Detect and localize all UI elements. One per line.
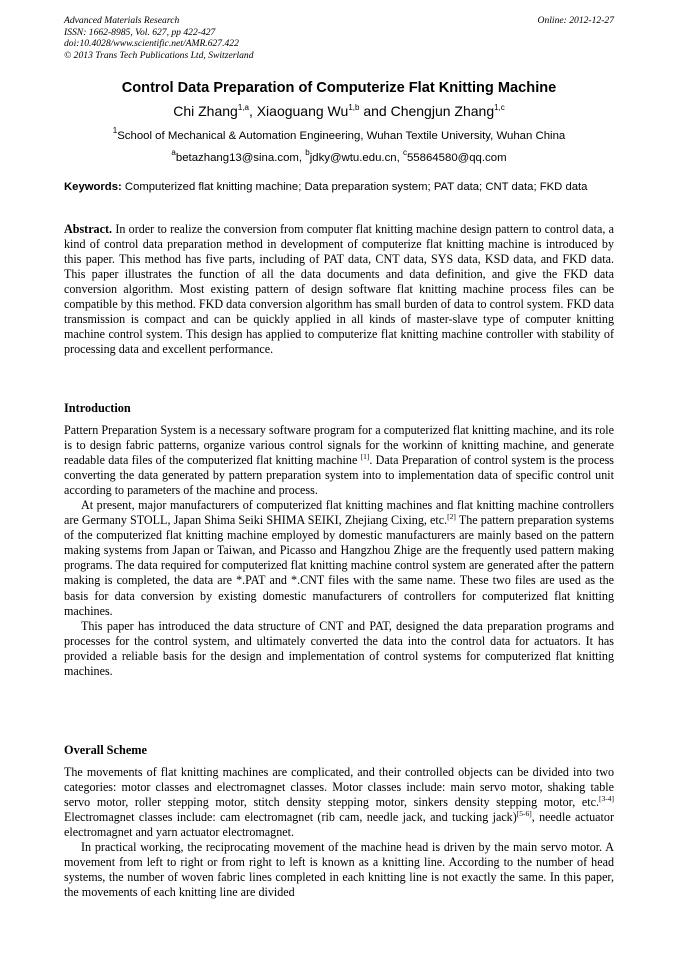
abstract-text: In order to realize the conversion from computer flat knitting machine design pattern to control data, a kind of control data preparation method in development of computerize flat knitting machine is introduced by this paper. This method has five parts, including of PAT data, CNT data, SYS data, KSD data, and FKD data. This paper illustrates the function of all the data documents and data definition, and give the FKD data conversion algorithm. Most existing pattern of design software flat knitting machine process files can be compatible by this method. FKD data conversion algorithm has small burden of data to control system. FKD data transmission is compact and can be quickly applied in all kinds of master-slave type of computer knitting machine control system. This design has applied to computerize flat knitting machine controller with stability of processing data and excellent performance. — [64, 222, 614, 357]
paragraph — [64, 498, 614, 618]
issn-line: ISSN: 1662-8985, Vol. 627, pp 422-427 — [64, 26, 216, 38]
citation: [3-4] — [599, 794, 614, 804]
email-address: betazhang13@sina.com — [175, 152, 299, 164]
journal-header — [64, 15, 254, 61]
paragraph-text: The movements of flat knitting machines are complicated, and their controlled objects can be divided into two categories: motor classes and electromagnet classes. Motor classes include: main servo motor, shaking table servo motor, roller stepping motor, stitch density stepping motor, sinkers density stepping motor, etc. — [64, 765, 614, 810]
author-conjunction: and — [359, 103, 391, 119]
author-name: Chi Zhang — [173, 103, 238, 119]
keywords-text: Computerized flat knitting machine; Data preparation system; PAT data; CNT data; FKD data — [124, 181, 588, 193]
author-name: Chengjun Zhang — [390, 103, 495, 119]
copyright-line: © 2013 Trans Tech Publications Ltd, Switzerland — [64, 49, 254, 61]
paragraph — [64, 765, 614, 840]
affiliation — [30, 126, 648, 142]
paragraph-text: The pattern preparation systems of the computerized flat knitting machine employed by domestic manufacturers are mainly based on the pattern making systems from Japan or Taiwan, and Picasso and Hangzhou Zhige are the frequently used pattern making programs. The data required for computerized flat knitting machine control system are generated after the pattern making is completed, the data are *.PAT and *.CNT files with the same name. These two files are used as the basis for data conversion by existing domestic manufacturers of controllers for computerized flat knitting machines. — [64, 513, 615, 618]
paper-title: Control Data Preparation of Computerize Flat Knitting Machine — [121, 80, 557, 96]
paragraph — [64, 423, 614, 498]
keywords-block — [64, 180, 614, 194]
keywords-label: Keywords: — [64, 181, 122, 193]
email-address: 55864580@qq.com — [406, 152, 507, 164]
paragraph-text: . Data Preparation of control system is the process converting the data generated by pattern preparation system into to implementation data of specific control unit according to parameters of the machine and process. — [64, 453, 614, 498]
paragraph-text: Electromagnet classes include: cam electromagnet (rib cam, needle jack, and tucking jack) — [64, 810, 517, 825]
author-affil-mark: 1,c — [494, 103, 505, 112]
citation: [5-6] — [516, 809, 532, 819]
email-separator: , — [396, 152, 403, 164]
paragraph: In practical working, the reciprocating movement of the machine head is driven by the main servo motor. A movement from left to right or from right to left is known as a knitting line. According to the number of head systems, the number of woven fabric lines completed in each knitting line is not exactly the same. In this paper, the movements of each knitting line are divided — [64, 840, 614, 900]
journal-name: Advanced Materials Research — [64, 15, 180, 26]
doi-line: doi:10.4028/www.scientific.net/AMR.627.422 — [64, 38, 239, 50]
abstract-block — [64, 222, 614, 357]
abstract-label: Abstract. — [64, 222, 113, 236]
paragraph: This paper has introduced the data structure of CNT and PAT, designed the data preparation programs and processes for the control system, and ultimately converted the data into the control data for actuators. It has provided a reliable basis for the design and implementation of control systems for computerized flat knitting machines. — [64, 618, 614, 678]
author-affil-mark: 1,b — [348, 103, 360, 112]
email-list — [30, 148, 648, 164]
email-mark: b — [305, 148, 310, 157]
introduction-section — [64, 423, 614, 679]
section-heading-overall-scheme: Overall Scheme — [64, 743, 147, 757]
email-address: jdky@wtu.edu.cn — [309, 152, 397, 164]
affiliation-text: School of Mechanical & Automation Engineering, Wuhan Textile University, Wuhan China — [117, 130, 566, 142]
affiliation-mark: 1 — [112, 126, 118, 135]
paragraph-text: , needle actuator electromagnet and yarn actuator electromagnet. — [64, 810, 614, 840]
email-mark: c — [402, 148, 407, 157]
paragraph-text: Pattern Preparation System is a necessary software program for a computerized flat knitting machine, and its role is to design fabric patterns, organize various control signals for the workinn of knitting machine, and generate readable data files of the computerized flat knitting machine — [64, 423, 614, 468]
overall-scheme-section — [64, 765, 614, 900]
citation: [2] — [447, 512, 456, 522]
abstract-paragraph — [64, 222, 614, 357]
section-heading-introduction: Introduction — [64, 401, 131, 415]
email-separator: , — [298, 152, 306, 164]
online-date: Online: 2012-12-27 — [537, 15, 614, 26]
author-separator: , — [248, 103, 257, 119]
paragraph-text: At present, major manufacturers of computerized flat knitting machines and flat knitting machine controllers are Germany STOLL, Japan Shima Seiki SHIMA SEIKI, Zhejiang Cixing, etc. — [64, 498, 614, 528]
author-name: Xiaoguang Wu — [256, 103, 349, 119]
citation: [1] — [360, 452, 370, 462]
author-list — [30, 103, 648, 119]
email-mark: a — [171, 148, 176, 157]
author-affil-mark: 1,a — [237, 103, 249, 112]
